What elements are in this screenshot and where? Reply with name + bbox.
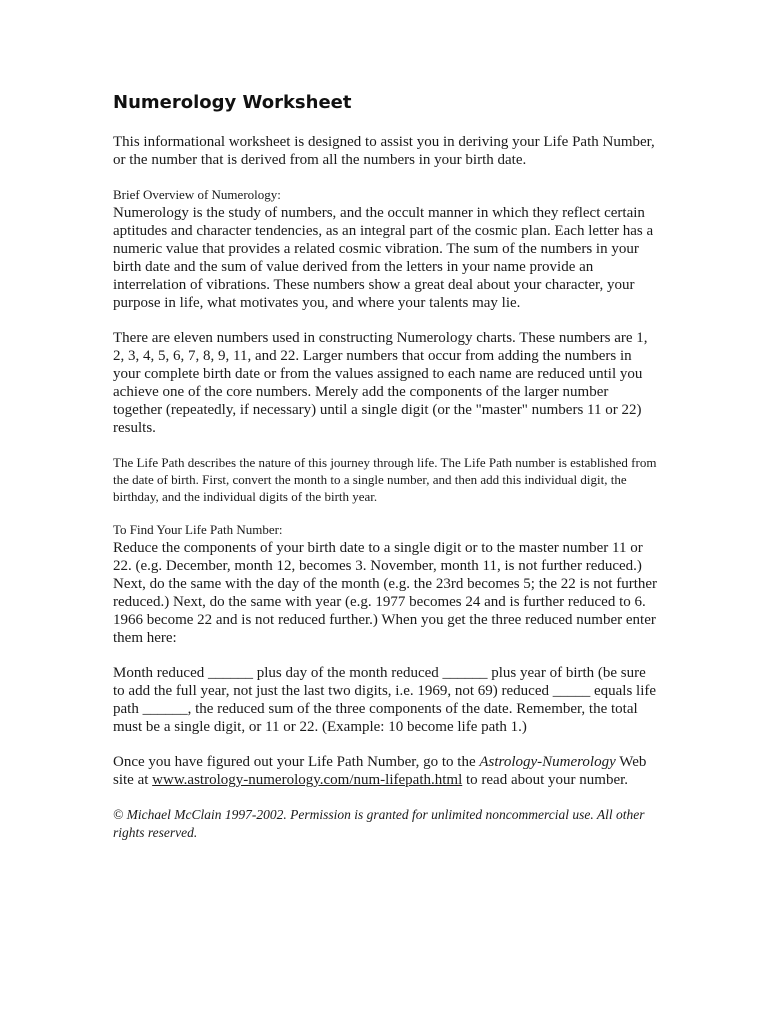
site-name: Astrology-Numerology bbox=[479, 754, 616, 770]
find-life-path-paragraph: Reduce the components of your birth date to a single digit or to the master number 11 or 22. (e.g. December, month 12, becomes 3. November, month 11, is not further reduced.) Next, do the same with the day of the month (e.g. the 23rd becomes 5; the 22 is not further reduced.) Next, do the same with year (e.g. 1977 becomes 24 and is further reduced to 6. 1966 become 22 and is not reduced further.) When you get the three reduced number enter them here: bbox=[113, 540, 658, 646]
overview-paragraph: Numerology is the study of numbers, and the occult manner in which they reflect certain aptitudes and character tendencies, as an integral part of the cosmic plan. Each letter has a numeric value that provides a related cosmic vibration. The sum of the numbers in your birth date and the sum of value derived from the letters in your name provide an interrelation of vibrations. These numbers show a great deal about your character, your purpose in life, what motivates you, and where your talents may lie. bbox=[113, 205, 654, 311]
closing-middle: Web site at bbox=[113, 754, 647, 788]
closing-suffix: to read about your number. bbox=[462, 772, 629, 788]
document-page bbox=[113, 90, 658, 842]
overview-heading: Brief Overview of Numerology: bbox=[113, 187, 281, 202]
intro-paragraph: This informational worksheet is designed to assist you in deriving your Life Path Number, or the number that is derived from all the numbers in your birth date. bbox=[113, 134, 655, 168]
life-path-link[interactable]: www.astrology-numerology.com/num-lifepath.html bbox=[152, 772, 463, 788]
copyright-notice: © Michael McClain 1997-2002. Permission is granted for unlimited noncommercial use. All other rights reserved. bbox=[113, 807, 645, 840]
closing-paragraph bbox=[113, 753, 658, 789]
page-title: Numerology Worksheet bbox=[113, 92, 352, 113]
find-life-path-heading: To Find Your Life Path Number: bbox=[113, 522, 283, 537]
closing-prefix: Once you have figured out your Life Path Number, go to the bbox=[113, 754, 480, 770]
fill-in-paragraph: Month reduced ______ plus day of the month reduced ______ plus year of birth (be sure to add the full year, not just the last two digits, i.e. 1969, not 69) reduced _____ equals life path ______, the reduced sum of the three components of the date. Remember, the total must be a single digit, or 11 or 22. (Example: 10 become life path 1.) bbox=[113, 665, 657, 735]
life-path-description: The Life Path describes the nature of this journey through life. The Life Path number is established from the date of birth. First, convert the month to a single number, and then add this individual digit, the birthday, and the individual digits of the birth year. bbox=[113, 455, 657, 504]
core-numbers-paragraph: There are eleven numbers used in constructing Numerology charts. These numbers are 1, 2, 3, 4, 5, 6, 7, 8, 9, 11, and 22. Larger numbers that occur from adding the numbers in your complete birth date or from the values assigned to each name are reduced until you achieve one of the core numbers. Merely add the components of the larger number together (repeatedly, if necessary) until a single digit (or the "master" numbers 11 or 22) results. bbox=[113, 330, 648, 436]
